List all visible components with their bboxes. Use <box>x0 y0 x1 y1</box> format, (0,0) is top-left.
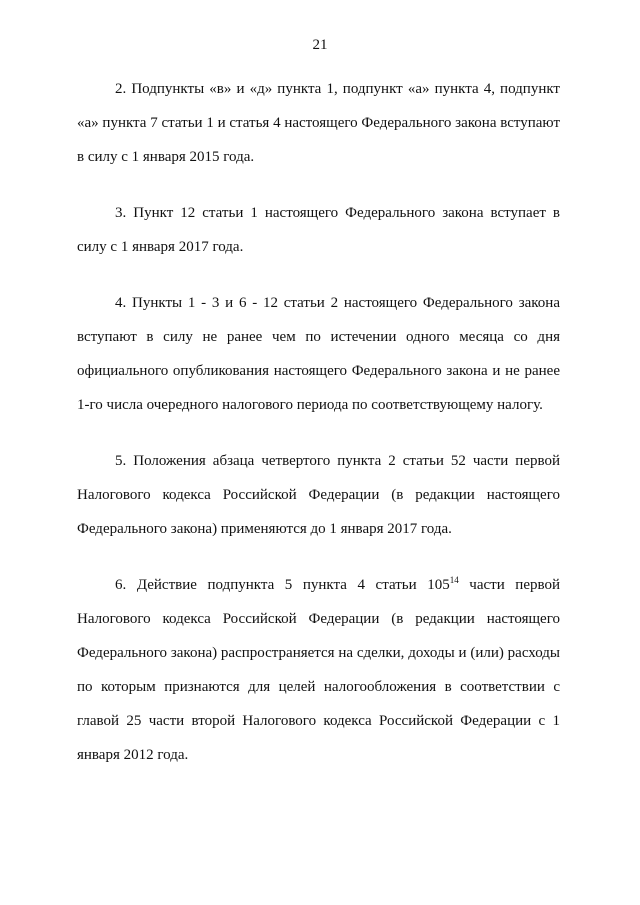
paragraph-4: 4. Пункты 1 - 3 и 6 - 12 статьи 2 настоящего Федерального закона вступают в силу не ранее чем по истечении одного месяца со дня официального опубликования настоящего Федерального закона и не ранее 1-го числа очередного налогового периода по соответствующему налогу. <box>77 295 560 413</box>
paragraph-6-text-after: части первой Налогового кодекса Российской Федерации (в редакции настоящего Федерального закона) распространяется на сделки, доходы и (или) расходы по которым признаются для целей налогообложения в соответствии с главой 25 части второй Налогового кодекса Российской Федерации с 1 января 2012 года. <box>77 577 560 763</box>
paragraph-6 <box>77 568 560 772</box>
paragraph-5: 5. Положения абзаца четвертого пункта 2 статьи 52 части первой Налогового кодекса Российской Федерации (в редакции настоящего Федерального закона) применяются до 1 января 2017 года. <box>77 453 560 537</box>
page-number: 21 <box>312 37 328 53</box>
paragraph-3: 3. Пункт 12 статьи 1 настоящего Федерального закона вступает в силу с 1 января 2017 года. <box>77 205 560 255</box>
paragraph-2: 2. Подпункты «в» и «д» пункта 1, подпункт «а» пункта 4, подпункт «а» пункта 7 статьи 1 и статья 4 настоящего Федерального закона вступают в силу с 1 января 2015 года. <box>77 81 560 165</box>
paragraph-6-text-before: 6. Действие подпункта 5 пункта 4 статьи 105 <box>115 577 450 593</box>
article-number-superscript: 14 <box>449 575 459 585</box>
document-body <box>77 72 560 794</box>
